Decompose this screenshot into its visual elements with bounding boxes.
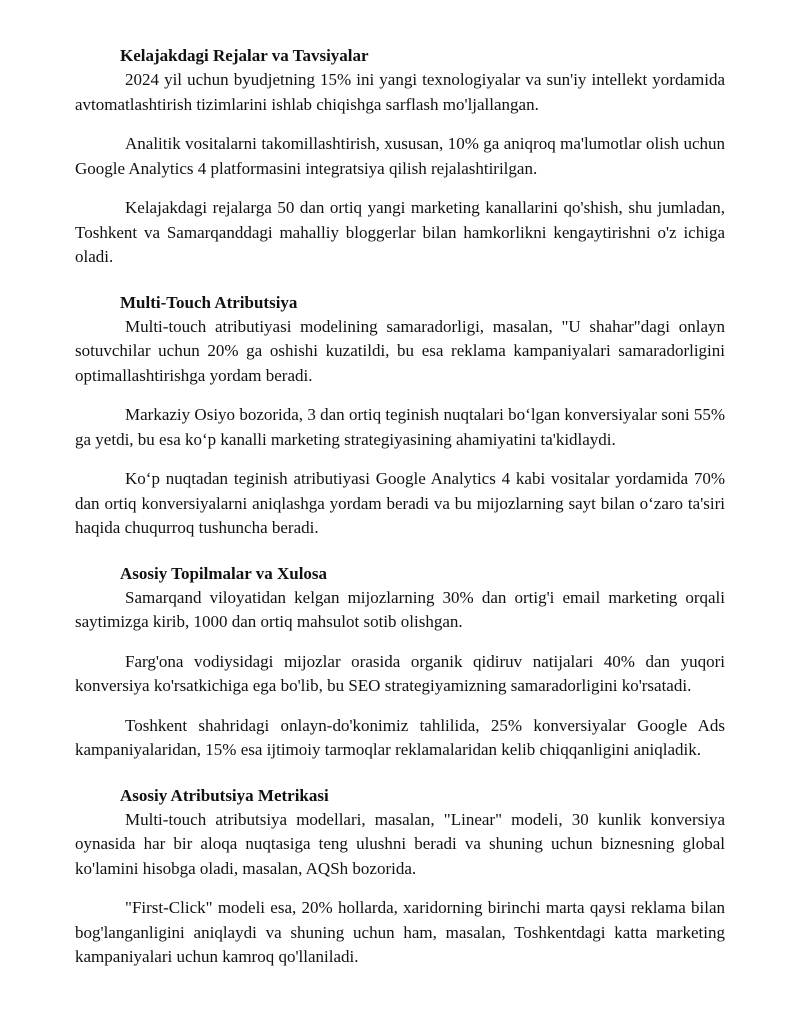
section-key-findings: [75, 562, 725, 763]
section-attribution-metrics: [75, 784, 725, 970]
section-multi-touch: [75, 291, 725, 541]
paragraph: Multi-touch atributsiya modellari, masalan, "Linear" modeli, 30 kunlik konversiya oynasida har bir aloqa nuqtasiga teng ulushni beradi va shuning uchun biznesning global ko'lamini hisobga oladi, masalan, AQSh bozorida.: [75, 809, 725, 878]
section-future-plans: [75, 44, 725, 270]
paragraph: Samarqand viloyatidan kelgan mijozlarning 30% dan ortig'i email marketing orqali saytimizga kirib, 1000 dan ortiq mahsulot sotib olishgan.: [75, 587, 725, 631]
paragraph: Markaziy Osiyo bozorida, 3 dan ortiq teginish nuqtalari bo‘lgan konversiyalar soni 55% ga yetdi, bu esa ko‘p kanalli marketing strategiyasining ahamiyatini ta'kidlaydi.: [75, 405, 725, 449]
paragraph: Analitik vositalarni takomillashtirish, xususan, 10% ga aniqroq ma'lumotlar olish uchun Google Analytics 4 platformasini integratsiya qilish rejalashtirilgan.: [75, 134, 725, 178]
section-heading: Multi-Touch Atributsiya: [120, 292, 298, 312]
section-heading: Asosiy Atributsiya Metrikasi: [120, 785, 329, 805]
paragraph: Farg'ona vodiysidagi mijozlar orasida organik qidiruv natijalari 40% dan yuqori konversiya ko'rsatkichiga ega bo'lib, bu SEO strategiyamizning samaradorligini ko'rsatadi.: [75, 651, 725, 695]
paragraph: Multi-touch atributiyasi modelining samaradorligi, masalan, "U shahar"dagi onlayn sotuvchilar uchun 20% ga oshishi kuzatildi, bu esa reklama kampaniyalari samaradorligini optimallashtirishga yordam beradi.: [75, 316, 725, 385]
section-heading: Kelajakdagi Rejalar va Tavsiyalar: [120, 46, 369, 65]
paragraph: Ko‘p nuqtadan teginish atributiyasi Google Analytics 4 kabi vositalar yordamida 70% dan ortiq konversiyalarni aniqlashga yordam beradi va bu mijozlarning sayt bilan o‘zaro ta'siri haqida chuqurroq tushuncha beradi.: [75, 469, 725, 537]
paragraph: "First-Click" modeli esa, 20% hollarda, xaridorning birinchi marta qaysi reklama bilan bog'langanligini aniqlaydi va shuning uchun ham, masalan, Toshkentdagi katta marketing kampaniyalari uchun kamroq qo'llaniladi.: [75, 898, 725, 966]
paragraph: 2024 yil uchun byudjetning 15% ini yangi texnologiyalar va sun'iy intellekt yordamida avtomatlashtirish tizimlarini ishlab chiqishga sarflash mo'ljallangan.: [75, 70, 725, 114]
paragraph: Kelajakdagi rejalarga 50 dan ortiq yangi marketing kanallarini qo'shish, shu jumladan, Toshkent va Samarqanddagi mahalliy bloggerlar bilan hamkorlikni kengaytirishni o'z ichiga oladi.: [75, 198, 725, 266]
section-heading: Asosiy Topilmalar va Xulosa: [120, 563, 328, 583]
paragraph: Toshkent shahridagi onlayn-do'konimiz tahlilida, 25% konversiyalar Google Ads kampaniyalaridan, 15% esa ijtimoiy tarmoqlar reklamalaridan kelib chiqqanligini aniqladik.: [75, 715, 725, 759]
